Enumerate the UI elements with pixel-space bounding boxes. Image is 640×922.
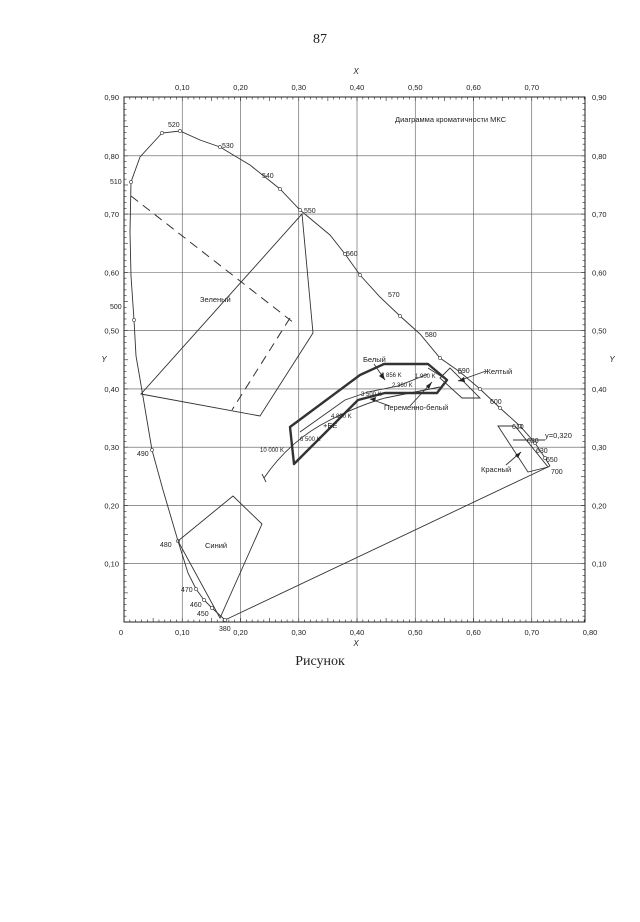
variable-white-label: Переменно-белый (384, 403, 449, 412)
locus-point (398, 314, 401, 317)
temp-label-2360: 2 360 K (392, 383, 413, 389)
wl-590: 590 (458, 368, 470, 375)
locus-point (358, 273, 361, 276)
y-tick-label-right: 0,10 (592, 559, 607, 569)
y-tick-label-left: 0,70 (104, 210, 119, 220)
locus-point (194, 587, 197, 590)
y-tick-label-left: 0,10 (104, 559, 119, 569)
x-tick-labels-bottom (175, 628, 597, 637)
y-tick-label-left: 0,30 (104, 443, 119, 453)
x-tick-label: 0,50 (407, 628, 423, 637)
y-tick-label-left: 0,60 (104, 268, 119, 278)
purple-line (225, 466, 550, 620)
wl-500: 500 (110, 304, 122, 311)
locus-point (498, 406, 501, 409)
x-tick-label: 0,20 (233, 628, 248, 637)
wl-600: 600 (490, 399, 502, 406)
green-label: Зеленый (200, 295, 231, 304)
y-tick-label-right: 0,90 (592, 93, 607, 102)
x-axis-label-top: X (353, 67, 359, 76)
x-axis-label-bottom: X (353, 639, 359, 648)
wl-570: 570 (388, 292, 400, 299)
wl-650: 650 (546, 457, 558, 464)
x-top-tick-label: 0,50 (407, 83, 423, 92)
wl-700: 700 (551, 469, 563, 476)
figure-caption: Рисунок (295, 654, 345, 669)
blue-label: Синий (205, 541, 228, 550)
locus-point (278, 187, 281, 190)
y-tick-label-left: 0,80 (104, 151, 119, 161)
y-tick-labels-right (592, 93, 607, 569)
locus-point (298, 208, 301, 211)
x-top-tick-label: 0,20 (233, 83, 248, 92)
y-tick-label-right: 0,60 (592, 268, 607, 278)
locus-point (210, 606, 213, 609)
temp-label-1900: 1 900 K (415, 374, 436, 380)
wl-520: 520 (168, 122, 180, 129)
locus-point (478, 387, 481, 390)
x-top-tick-label: 0,40 (349, 83, 365, 92)
x-tick-label: 0,70 (524, 628, 540, 637)
wl-510: 510 (110, 179, 122, 186)
wl-560: 560 (346, 251, 358, 258)
wl-490: 490 (137, 451, 149, 458)
wl-460: 460 (190, 602, 202, 609)
y-axis-label-left: Y (101, 355, 107, 364)
x-top-tick-label: 0,70 (524, 83, 540, 92)
axis-ticks (124, 97, 585, 622)
grid-lines (124, 97, 585, 622)
locus-point (150, 448, 153, 451)
temp-label-4800: 4 800 K (331, 414, 352, 420)
wl-550: 550 (304, 208, 316, 215)
y-tick-label-right: 0,30 (592, 443, 607, 453)
green-region (141, 214, 313, 416)
diagram-title: Диаграмма кроматичности МКС (395, 115, 507, 124)
yellow-label: Желтый (484, 367, 513, 376)
planckian-start-tick (262, 474, 266, 482)
wavelength-labels (110, 122, 563, 633)
blue-region (178, 496, 262, 618)
y-tick-label-left: 0,20 (104, 501, 119, 511)
locus-point (132, 318, 135, 321)
wl-580: 580 (425, 332, 437, 339)
temp-label-2856: 2 856 K (381, 373, 402, 379)
y-axis-label-right: Y (609, 355, 615, 364)
x-top-tick-label: 0,60 (466, 83, 481, 92)
wl-450: 450 (197, 611, 209, 618)
y-tick-label-right: 0,70 (592, 210, 607, 220)
locus-point (178, 129, 181, 132)
wl-530: 530 (222, 143, 234, 150)
y-tick-label-right: 0,40 (592, 384, 607, 394)
locus-point (223, 618, 226, 621)
wl-480: 480 (160, 542, 172, 549)
x-top-tick-label: 0,10 (174, 83, 190, 92)
plot-frame (124, 97, 585, 622)
temp-label-3500: 3 500 K (361, 392, 382, 398)
y-tick-label-left: 0,90 (104, 93, 119, 102)
x-top-tick-label: 0,30 (291, 83, 307, 92)
y-tick-label-left: 0,40 (104, 384, 119, 394)
red-label: Красный (481, 465, 512, 474)
y-limit-label: y=0,320 (545, 431, 572, 440)
y-tick-label-left: 0,50 (104, 326, 119, 336)
wl-620: 620 (527, 438, 539, 445)
locus-point (202, 598, 205, 601)
locus-point (160, 131, 163, 134)
y-tick-label-right: 0,20 (592, 501, 607, 511)
x-tick-label: 0,10 (174, 628, 190, 637)
y-tick-labels-left (104, 93, 119, 569)
temp-label-6500: 6 500 K (300, 437, 321, 443)
white-label: Белый (363, 355, 386, 364)
wl-610: 610 (512, 424, 524, 431)
wl-470: 470 (181, 587, 193, 594)
wl-630: 630 (536, 448, 548, 455)
locus-point (438, 356, 441, 359)
page-number: 87 (313, 32, 327, 47)
wl-540: 540 (262, 173, 274, 180)
locus-point (129, 180, 132, 183)
temp-label-10000: 10 000 K (260, 448, 285, 454)
x-tick-label: 0,60 (466, 628, 481, 637)
x-tick-label: 0,40 (349, 628, 365, 637)
wl-380: 380 (219, 626, 231, 633)
x-origin-label: 0 (118, 628, 124, 637)
x-tick-label: 0,80 (582, 628, 598, 637)
y-tick-label-right: 0,50 (592, 326, 607, 336)
x-tick-labels-top (175, 83, 539, 92)
x-tick-label: 0,30 (291, 628, 307, 637)
equal-energy-label: +EE (323, 421, 338, 430)
y-tick-label-right: 0,80 (592, 151, 607, 161)
